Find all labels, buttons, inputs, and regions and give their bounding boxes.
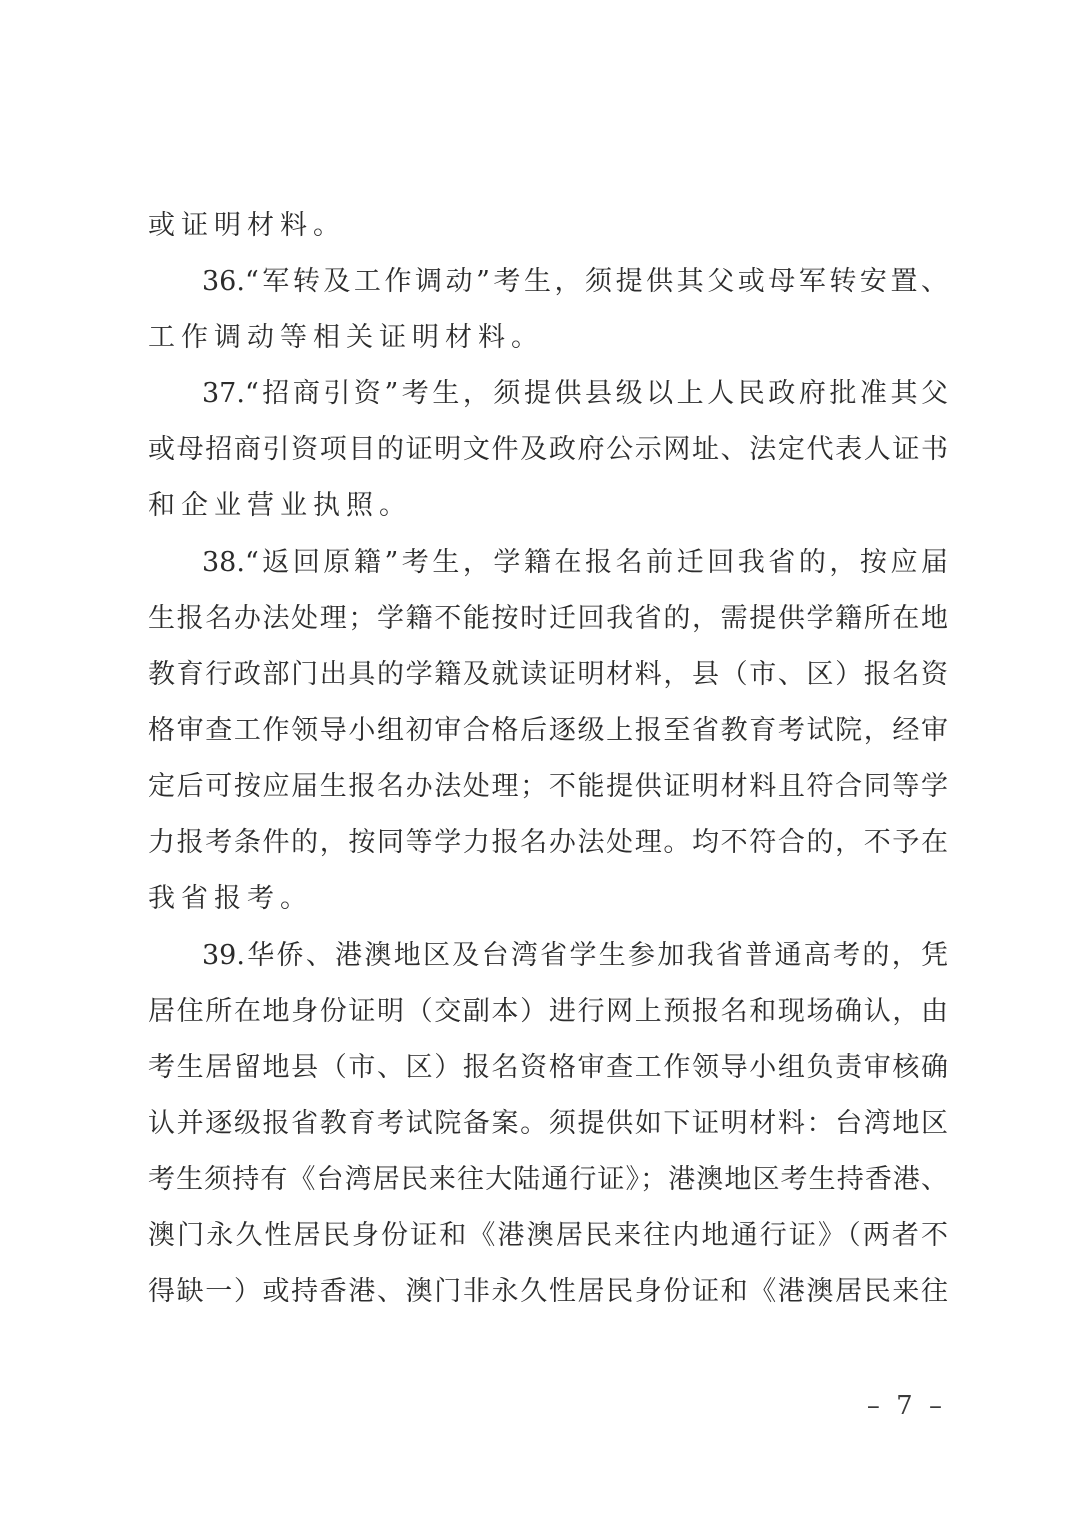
text-line-2: 36.“军转及工作调动”考生，须提供其父或母军转安置、 (202, 266, 948, 297)
text-line-15: 居住所在地身份证明（交副本）进行网上预报名和现场确认，由 (148, 996, 948, 1027)
text-line-8: 生报名办法处理；学籍不能按时迁回我省的，需提供学籍所在地 (148, 603, 948, 634)
text-line-7: 38.“返回原籍”考生，学籍在报名前迁回我省的，按应届 (202, 547, 948, 578)
text-line-19: 澳门永久性居民身份证和《港澳居民来往内地通行证》（两者不 (148, 1220, 948, 1251)
text-line-10: 格审查工作领导小组初审合格后逐级上报至省教育考试院，经审 (148, 715, 948, 746)
text-line-1: 或证明材料。 (148, 210, 346, 241)
text-line-5: 或母招商引资项目的证明文件及政府公示网址、法定代表人证书 (148, 434, 948, 465)
text-line-20: 得缺一）或持香港、澳门非永久性居民身份证和《港澳居民来往 (148, 1276, 948, 1307)
text-line-3: 工作调动等相关证明材料。 (148, 322, 544, 353)
page-number: – 7 – (866, 1391, 946, 1421)
text-line-4: 37.“招商引资”考生，须提供县级以上人民政府批准其父 (202, 378, 948, 409)
text-line-16: 考生居留地县（市、区）报名资格审查工作领导小组负责审核确 (148, 1052, 948, 1083)
text-line-9: 教育行政部门出具的学籍及就读证明材料，县（市、区）报名资 (148, 659, 948, 690)
text-line-14: 39.华侨、港澳地区及台湾省学生参加我省普通高考的，凭 (202, 940, 948, 971)
text-line-13: 我省报考。 (148, 883, 313, 914)
text-line-6: 和企业营业执照。 (148, 490, 412, 521)
text-line-11: 定后可按应届生报名办法处理；不能提供证明材料且符合同等学 (148, 771, 948, 802)
text-line-12: 力报考条件的，按同等学力报名办法处理。均不符合的，不予在 (148, 827, 948, 858)
text-line-18: 考生须持有《台湾居民来往大陆通行证》；港澳地区考生持香港、 (148, 1164, 948, 1195)
text-line-17: 认并逐级报省教育考试院备案。须提供如下证明材料：台湾地区 (148, 1108, 948, 1139)
